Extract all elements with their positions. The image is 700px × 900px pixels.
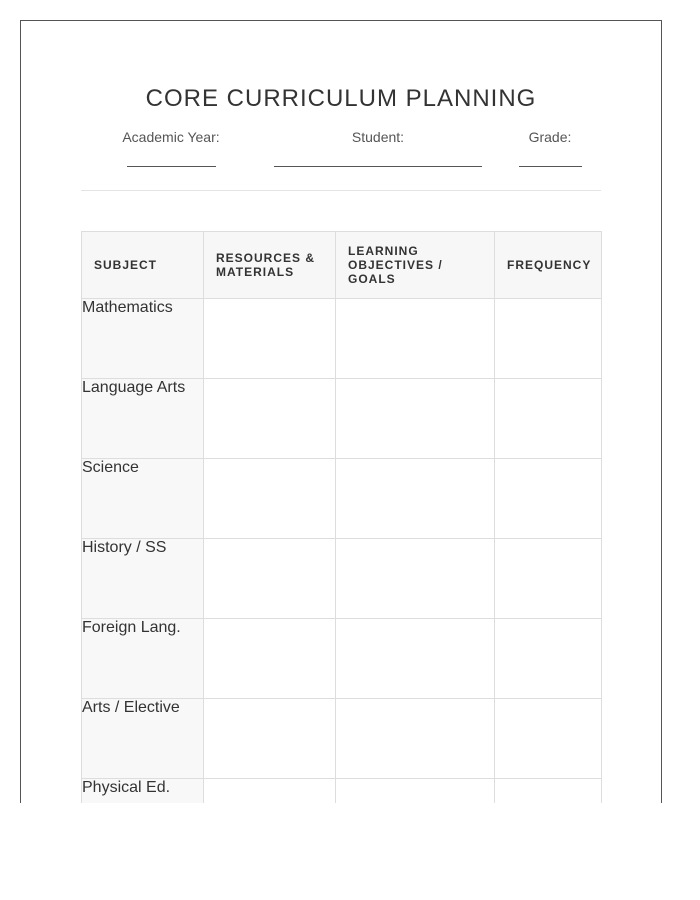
- frequency-cell[interactable]: [495, 459, 602, 539]
- student-label: Student:: [351, 129, 405, 145]
- academic-year-label: Academic Year:: [122, 129, 220, 145]
- objectives-cell[interactable]: [336, 299, 495, 379]
- student-field: [273, 129, 483, 167]
- objectives-cell[interactable]: [336, 619, 495, 699]
- table-row: [82, 379, 602, 459]
- resources-cell[interactable]: [204, 619, 336, 699]
- resources-cell[interactable]: [204, 299, 336, 379]
- objectives-cell[interactable]: [336, 779, 495, 804]
- grade-blank[interactable]: [519, 166, 582, 167]
- curriculum-table: [81, 231, 602, 803]
- grade-label: Grade:: [528, 129, 572, 145]
- header-resources: RESOURCES & MATERIALS: [204, 232, 336, 299]
- frequency-cell[interactable]: [495, 379, 602, 459]
- subject-cell: Arts / Elective: [82, 699, 204, 779]
- objectives-cell[interactable]: [336, 459, 495, 539]
- academic-year-field: [116, 129, 226, 167]
- subject-cell: Physical Ed.: [82, 779, 204, 804]
- table-row: [82, 299, 602, 379]
- frequency-cell[interactable]: [495, 619, 602, 699]
- planning-sheet: [20, 20, 662, 803]
- academic-year-blank[interactable]: [127, 166, 216, 167]
- frequency-cell[interactable]: [495, 699, 602, 779]
- header-objectives: LEARNING OBJECTIVES / GOALS: [336, 232, 495, 299]
- table-row: [82, 619, 602, 699]
- subject-cell: Language Arts: [82, 379, 204, 459]
- objectives-cell[interactable]: [336, 379, 495, 459]
- resources-cell[interactable]: [204, 539, 336, 619]
- header-subject: SUBJECT: [82, 232, 204, 299]
- subject-cell: History / SS: [82, 539, 204, 619]
- table-row: [82, 459, 602, 539]
- resources-cell[interactable]: [204, 459, 336, 539]
- header-divider: [81, 190, 601, 191]
- objectives-cell[interactable]: [336, 699, 495, 779]
- table-row: [82, 699, 602, 779]
- student-blank[interactable]: [274, 166, 482, 167]
- resources-cell[interactable]: [204, 779, 336, 804]
- resources-cell[interactable]: [204, 379, 336, 459]
- frequency-cell[interactable]: [495, 779, 602, 804]
- grade-field: [518, 129, 582, 167]
- subject-cell: Foreign Lang.: [82, 619, 204, 699]
- frequency-cell[interactable]: [495, 539, 602, 619]
- table-header-row: [82, 232, 602, 299]
- subject-cell: Science: [82, 459, 204, 539]
- header-frequency: FREQUENCY: [495, 232, 602, 299]
- table-row: [82, 779, 602, 804]
- objectives-cell[interactable]: [336, 539, 495, 619]
- subject-cell: Mathematics: [82, 299, 204, 379]
- frequency-cell[interactable]: [495, 299, 602, 379]
- page-title: CORE CURRICULUM PLANNING: [145, 85, 537, 112]
- resources-cell[interactable]: [204, 699, 336, 779]
- table-row: [82, 539, 602, 619]
